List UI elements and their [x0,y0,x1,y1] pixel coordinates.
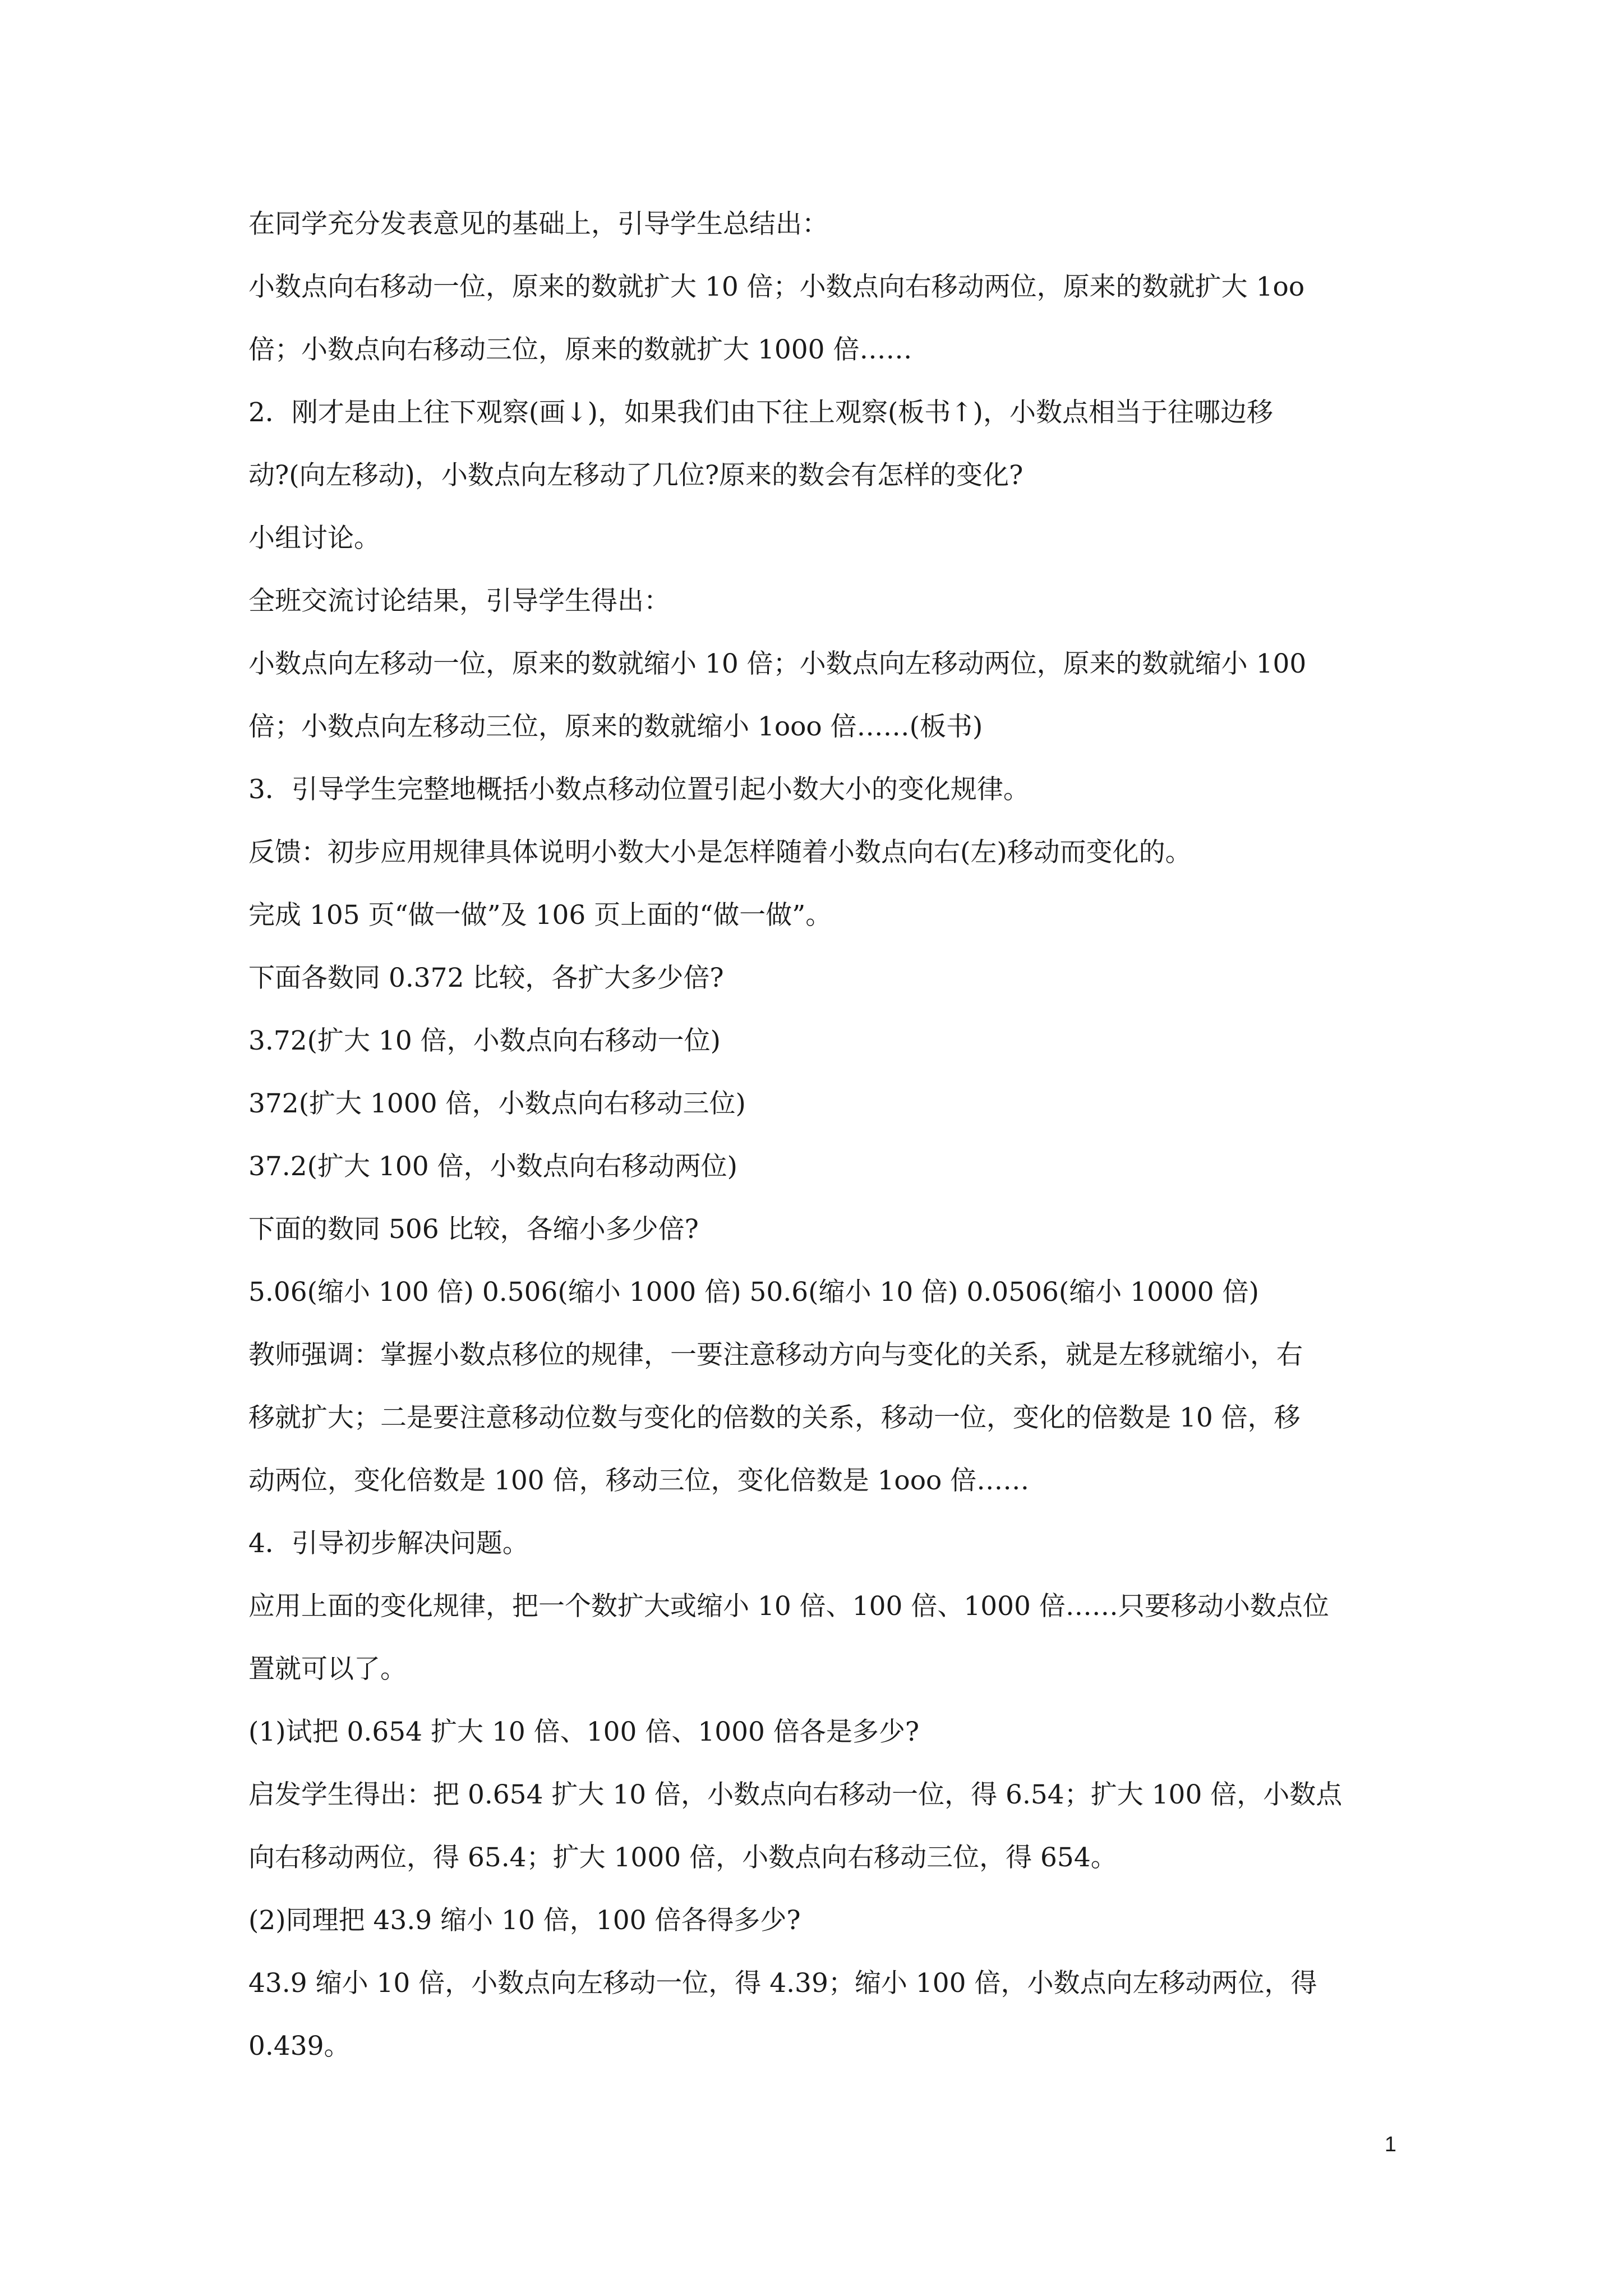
text-line: 43.9 缩小 10 倍，小数点向左移动一位，得 4.39；缩小 100 倍，小数点向左移动两位，得 [248,1968,1317,1999]
text-line: 在同学充分发表意见的基础上，引导学生总结出： [248,209,828,240]
text-line: 372(扩大 1000 倍，小数点向右移动三位) [248,1088,746,1119]
text-line: 下面的数同 506 比较，各缩小多少倍? [248,1214,699,1245]
text-line: 4．引导初步解决问题。 [248,1528,529,1559]
text-line: 置就可以了。 [248,1654,407,1685]
text-line: 启发学生得出：把 0.654 扩大 10 倍，小数点向右移动一位，得 6.54；扩大 100 倍，小数点 [248,1779,1343,1810]
text-line: 动两位，变化倍数是 100 倍，移动三位，变化倍数是 1ooo 倍…… [248,1465,1030,1496]
text-line: 完成 105 页“做一做”及 106 页上面的“做一做”。 [248,900,832,931]
text-line: 小组讨论。 [248,523,380,554]
text-line: 应用上面的变化规律，把一个数扩大或缩小 10 倍、100 倍、1000 倍……只要移动小数点位 [248,1591,1329,1622]
text-line: 教师强调：掌握小数点移位的规律，一要注意移动方向与变化的关系，就是左移就缩小，右 [248,1340,1303,1370]
text-line: 下面各数同 0.372 比较，各扩大多少倍? [248,963,724,993]
text-line: 动?(向左移动)，小数点向左移动了几位?原来的数会有怎样的变化? [248,460,1023,491]
text-line: 0.439。 [248,2031,351,2062]
text-line: (1)试把 0.654 扩大 10 倍、100 倍、1000 倍各是多少? [248,1717,920,1747]
text-line: (2)同理把 43.9 缩小 10 倍，100 倍各得多少? [248,1905,801,1936]
text-line: 全班交流讨论结果，引导学生得出： [248,586,670,616]
text-line: 倍；小数点向右移动三位，原来的数就扩大 1000 倍…… [248,334,912,365]
text-line: 37.2(扩大 100 倍，小数点向右移动两位) [248,1151,737,1182]
page-number: 1 [1384,2133,1396,2156]
text-line: 5.06(缩小 100 倍) 0.506(缩小 1000 倍) 50.6(缩小 10 倍) 0.0506(缩小 10000 倍) [248,1277,1259,1308]
text-line: 反馈：初步应用规律具体说明小数大小是怎样随着小数点向右(左)移动而变化的。 [248,837,1192,868]
text-line: 3.72(扩大 10 倍，小数点向右移动一位) [248,1025,721,1056]
text-line: 3．引导学生完整地概括小数点移动位置引起小数大小的变化规律。 [248,774,1030,805]
text-line: 向右移动两位，得 65.4；扩大 1000 倍，小数点向右移动三位，得 654。 [248,1842,1117,1873]
document-body [248,208,1395,2092]
text-line: 倍；小数点向左移动三位，原来的数就缩小 1ooo 倍……(板书) [248,711,983,742]
text-line: 小数点向左移动一位，原来的数就缩小 10 倍；小数点向左移动两位，原来的数就缩小 100 [248,648,1307,679]
text-line: 2．刚才是由上往下观察(画↓)，如果我们由下往上观察(板书↑)，小数点相当于往哪边移 [248,397,1274,428]
text-line: 小数点向右移动一位，原来的数就扩大 10 倍；小数点向右移动两位，原来的数就扩大 1oo [248,272,1305,302]
text-line: 移就扩大；二是要注意移动位数与变化的倍数的关系，移动一位，变化的倍数是 10 倍，移 [248,1402,1301,1433]
